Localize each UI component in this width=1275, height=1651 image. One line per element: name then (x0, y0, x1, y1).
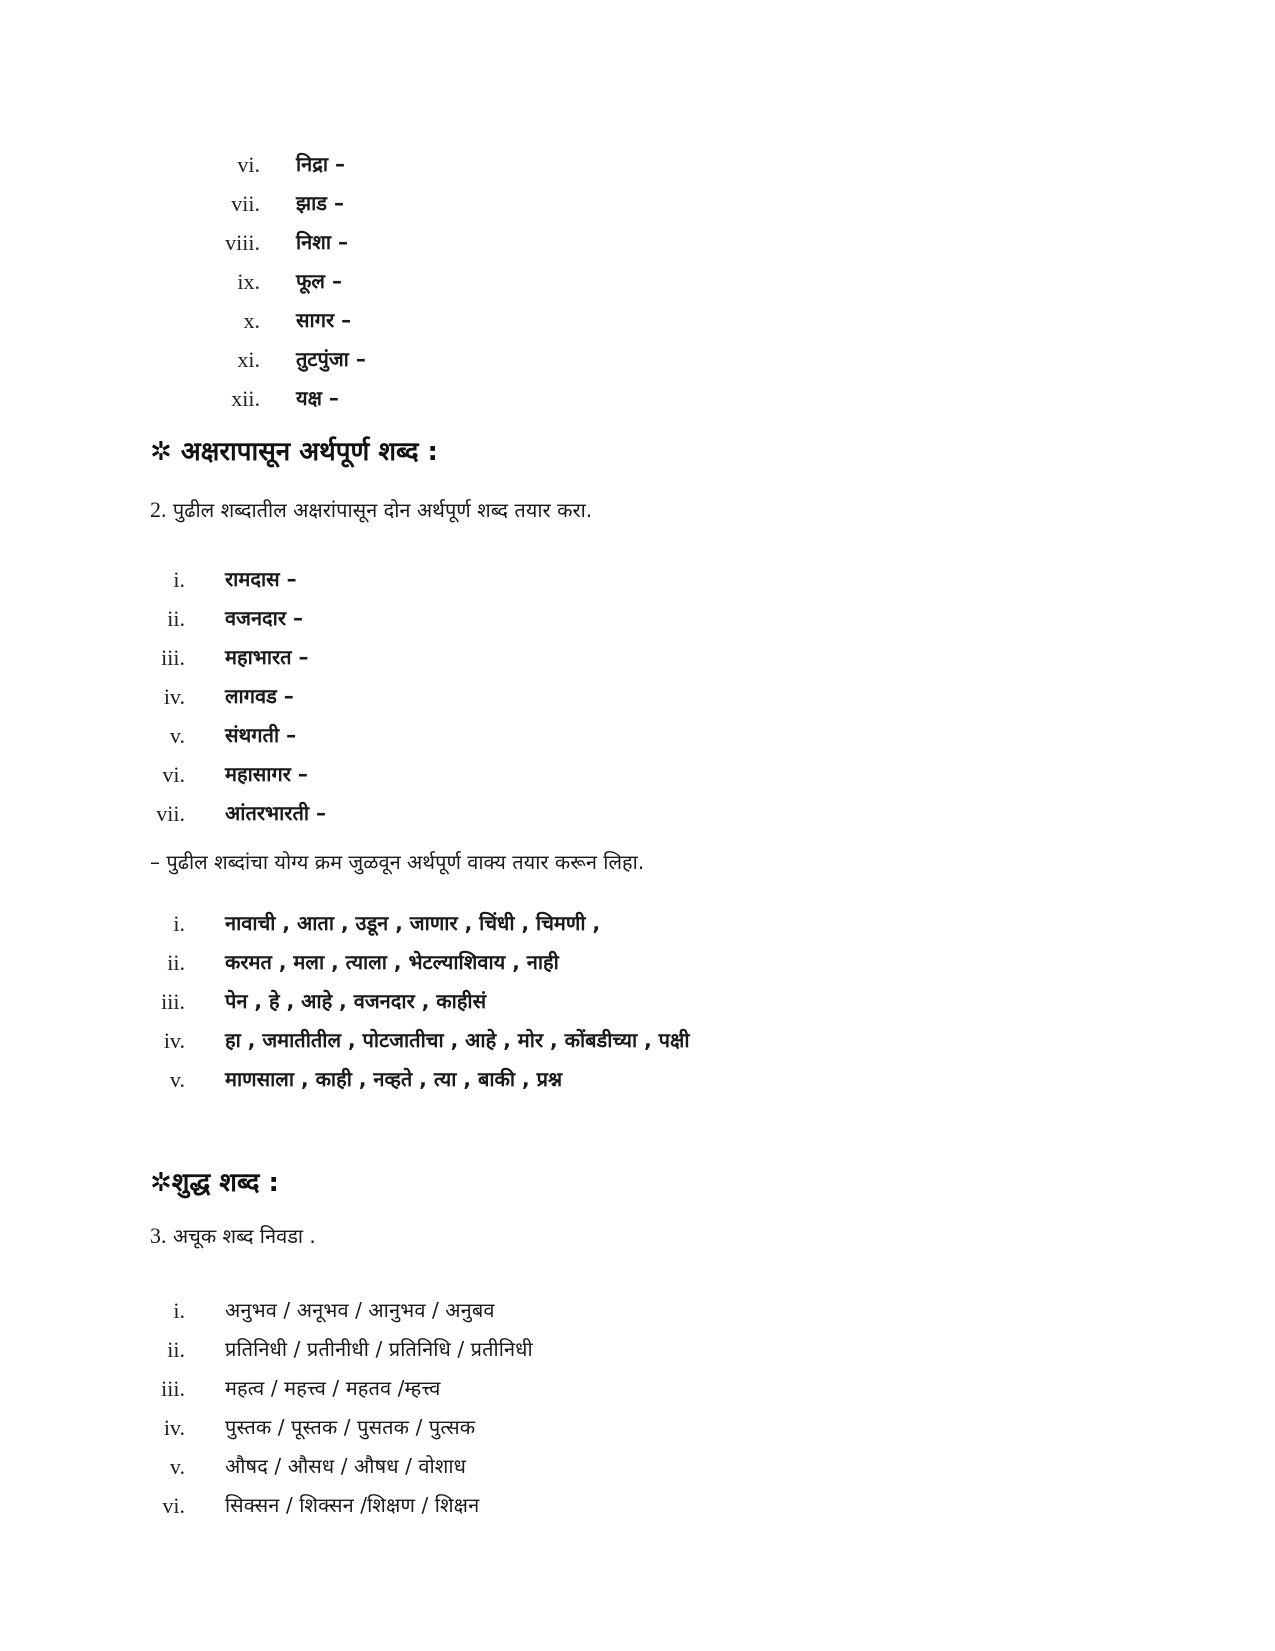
item-text: महाभारत – (225, 645, 309, 669)
item-number: vii. (231, 191, 260, 216)
item-text: नावाची , आता , उडून , जाणार , चिंधी , चिमणी , (225, 911, 601, 935)
item-text: माणसाला , काही , नव्हते , त्या , बाकी , प्रश्न (225, 1067, 563, 1091)
item-number: xi. (237, 347, 260, 372)
item-number: v. (169, 1454, 185, 1479)
item-text: निशा – (296, 230, 349, 254)
item-text: प्रतिनिधी / प्रतीनीधी / प्रतिनिधि / प्रतीनिधी (225, 1337, 533, 1361)
item-text: हा , जमातीतील , पोटजातीचा , आहे , मोर , कोंबडीच्या , पक्षी (225, 1028, 690, 1052)
item-text: आंतरभारती – (225, 801, 326, 825)
item-number: i. (173, 1298, 185, 1323)
item-number: iv. (163, 1415, 185, 1440)
item-number: vii. (156, 801, 185, 826)
item-text: वजनदार – (225, 606, 304, 630)
item-number: v. (169, 1067, 185, 1092)
item-number: ix. (237, 269, 260, 294)
question-2 (150, 496, 592, 523)
item-number: iii. (161, 1376, 185, 1401)
item-number: vi. (237, 152, 260, 177)
item-number: ii. (167, 606, 185, 631)
question-text: – पुढील शब्दांचा योग्य क्रम जुळवून अर्थपूर्ण वाक्य तयार करून लिहा. (150, 850, 645, 874)
item-text: पुस्तक / पूस्तक / पुसतक / पुत्सक (225, 1415, 476, 1439)
item-text: तुटपुंजा – (296, 347, 366, 371)
item-text: फूल – (296, 269, 342, 293)
section-heading-letters: ✲ अक्षरापासून अर्थपूर्ण शब्द : (150, 437, 438, 467)
item-text: रामदास – (225, 567, 297, 591)
item-text: महासागर – (225, 762, 308, 786)
item-text: यक्ष – (296, 386, 339, 410)
item-number: i. (173, 567, 185, 592)
item-number: iii. (161, 645, 185, 670)
item-number: iv. (163, 1028, 185, 1053)
item-number: xii. (231, 386, 260, 411)
item-number: i. (173, 911, 185, 936)
item-number: ii. (167, 950, 185, 975)
question-text: पुढील शब्दातील अक्षरांपासून दोन अर्थपूर्ण शब्द तयार करा. (172, 498, 593, 522)
question-number: 3. (150, 1223, 167, 1248)
item-number: ii. (167, 1337, 185, 1362)
item-text: पेन , हे , आहे , वजनदार , काहीसं (225, 989, 487, 1013)
item-number: iii. (161, 989, 185, 1014)
item-number: viii. (225, 230, 260, 255)
question-3 (150, 1222, 316, 1249)
question-sentence-order (150, 848, 644, 875)
item-text: झाड – (296, 191, 344, 215)
item-text: अनुभव / अनूभव / आनुभव / अनुबव (225, 1298, 495, 1322)
section-heading-correct-words: ✲शुद्ध शब्द : (150, 1168, 279, 1198)
item-text: करमत , मला , त्याला , भेटल्याशिवाय , नाही (225, 950, 559, 974)
item-text: निद्रा – (296, 152, 346, 176)
item-text: सिक्सन / शिक्सन /शिक्षण / शिक्षन (225, 1493, 480, 1517)
item-number: v. (169, 723, 185, 748)
item-text: महत्व / महत्त्व / महतव /म्हत्त्व (225, 1376, 441, 1400)
item-number: iv. (163, 684, 185, 709)
question-text: अचूक शब्द निवडा . (172, 1224, 316, 1248)
question-number: 2. (150, 497, 167, 522)
item-number: vi. (162, 762, 185, 787)
item-text: औषद / औसध / औषध / वोशाध (225, 1454, 467, 1478)
item-number: vi. (162, 1493, 185, 1518)
item-text: लागवड – (225, 684, 294, 708)
item-number: x. (243, 308, 260, 333)
item-text: सागर – (296, 308, 352, 332)
item-text: संथगती – (225, 723, 297, 747)
